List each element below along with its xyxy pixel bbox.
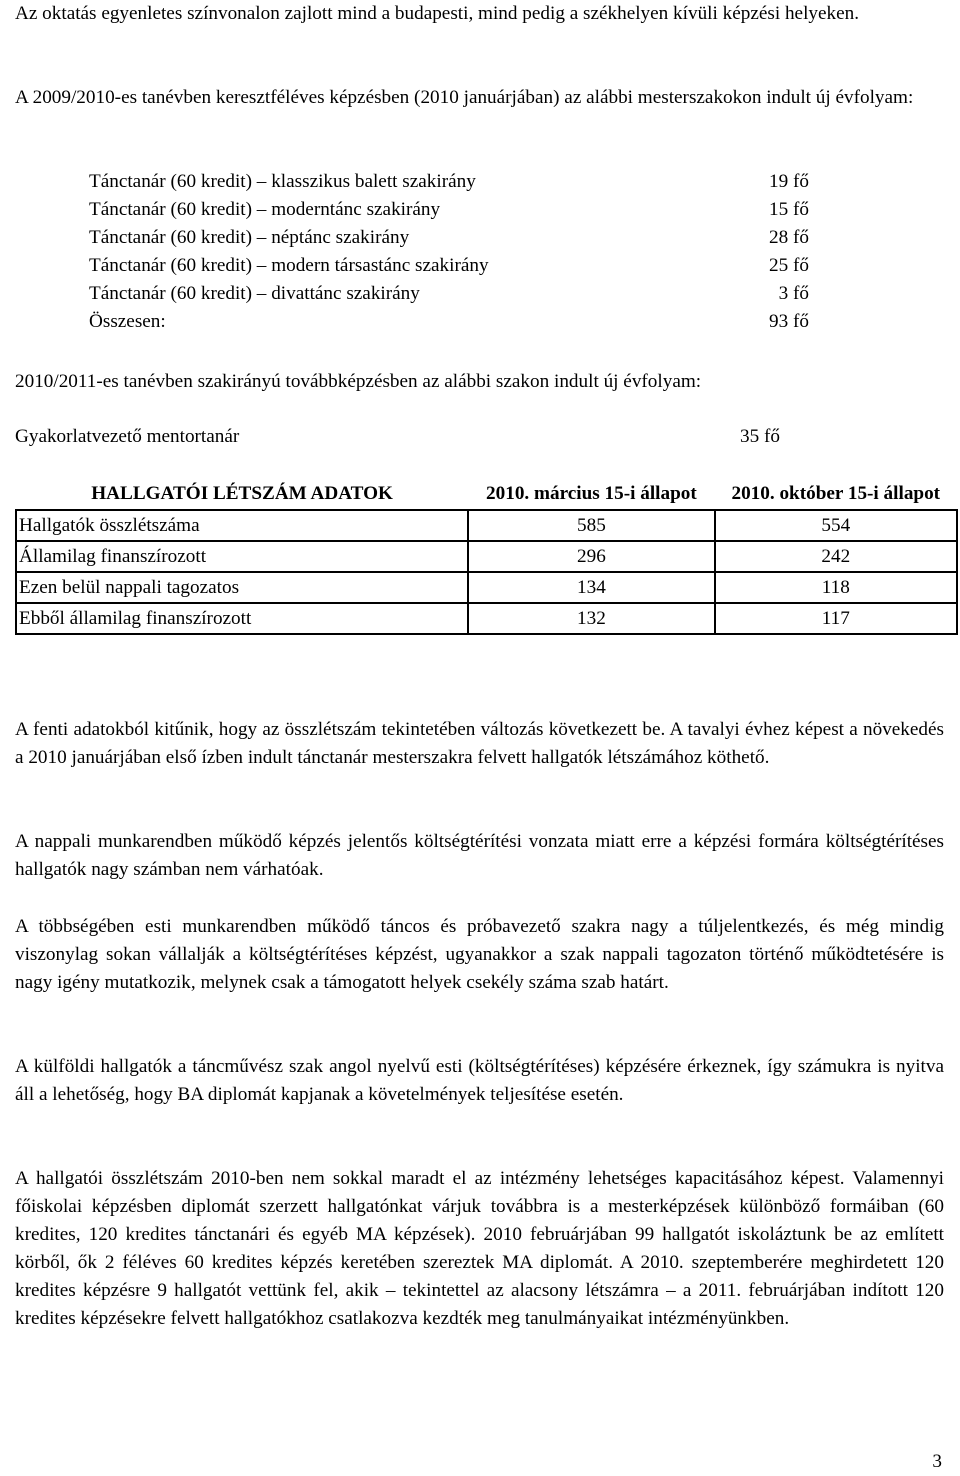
row-label: Ebből államilag finanszírozott <box>16 603 468 634</box>
table-row <box>16 541 957 572</box>
list-item-label: Tánctanár (60 kredit) – moderntánc szakirány <box>89 199 441 220</box>
body-paragraph: A nappali munkarendben működő képzés jelentős költségtérítési vonzata miatt erre a képzési formára költségtérítéses hallgatók nagy számban nem várhatóak. <box>15 831 944 880</box>
list-item <box>89 224 849 252</box>
list-item-count: 15 fő <box>769 199 809 220</box>
list-total-count: 93 fő <box>769 311 809 332</box>
october-value: 242 <box>715 541 957 572</box>
list-item <box>89 196 849 224</box>
list-item-count: 25 fő <box>769 255 809 276</box>
october-value: 554 <box>715 510 957 541</box>
mentor-label: Gyakorlatvezető mentortanár <box>15 426 240 447</box>
list-item-label: Tánctanár (60 kredit) – modern társastánc szakirány <box>89 255 489 276</box>
march-value: 296 <box>468 541 714 572</box>
list-item-label: Tánctanár (60 kredit) – divattánc szakirány <box>89 283 420 304</box>
table-header-row <box>16 478 957 510</box>
list-item-count: 19 fő <box>769 171 809 192</box>
table-row <box>16 572 957 603</box>
body-paragraph: A külföldi hallgatók a táncművész szak angol nyelvű esti (költségtérítéses) képzésére érkeznek, így számukra is nyitva áll a lehetőség, hogy BA diplomát kapjanak a követelmények teljesítése esetén. <box>15 1056 944 1105</box>
body-paragraph: A fenti adatokból kitűnik, hogy az összlétszám tekintetében változás következett be. A tavalyi évhez képest a növekedés a 2010 januárjában első ízben indult tánctanár mesterszakra felvett hallgatók létszámához köthető. <box>15 719 944 768</box>
enrollment-list <box>89 168 849 336</box>
table-row <box>16 510 957 541</box>
continuing-education-text: 2010/2011-es tanévben szakirányú továbbképzésben az alábbi szakon indult új évfolyam: <box>15 371 702 392</box>
body-paragraph: A többségében esti munkarendben működő táncos és próbavezető szakra nagy a túljelentkezés, és még mindig viszonylag sokan vállalják a költségtérítéses képzést, ugyanakkor a szak nappali tagozaton történő működtetésére is nagy igény mutatkozik, melynek csak a támogatott helyek csekély száma szab határt. <box>15 916 944 993</box>
october-value: 118 <box>715 572 957 603</box>
row-label: Hallgatók összlétszáma <box>16 510 468 541</box>
list-item-label: Tánctanár (60 kredit) – néptánc szakirány <box>89 227 410 248</box>
semester-intro-paragraph: A 2009/2010-es tanévben keresztféléves képzésben (2010 januárjában) az alábbi mesterszakokon indult új évfolyam: <box>15 87 914 108</box>
row-label: Ezen belül nappali tagozatos <box>16 572 468 603</box>
list-item <box>89 280 849 308</box>
intro-paragraph: Az oktatás egyenletes színvonalon zajlott mind a budapesti, mind pedig a székhelyen kívüli képzési helyeken. <box>15 3 860 24</box>
list-total-label: Összesen: <box>89 311 166 332</box>
list-total <box>89 308 849 336</box>
table-header: 2010. március 15-i állapot <box>486 483 697 504</box>
march-value: 132 <box>468 603 714 634</box>
row-label: Államilag finanszírozott <box>16 541 468 572</box>
list-item <box>89 168 849 196</box>
october-value: 117 <box>715 603 957 634</box>
list-item-count: 28 fő <box>769 227 809 248</box>
list-item-count: 3 fő <box>778 283 809 304</box>
table-header: HALLGATÓI LÉTSZÁM ADATOK <box>91 483 393 504</box>
list-item-label: Tánctanár (60 kredit) – klasszikus balett szakirány <box>89 171 476 192</box>
table-header: 2010. október 15-i állapot <box>731 483 941 504</box>
list-item <box>89 252 849 280</box>
table-row <box>16 603 957 634</box>
body-paragraph: A hallgatói összlétszám 2010-ben nem sokkal maradt el az intézmény lehetséges kapacitásához képest. Valamennyi főiskolai képzésben diplomát szerzett hallgatónkat várjuk továbbra is a mesterképzések különböző formáiban (60 kredites, 120 kredites tánctanári és egyéb MA képzések). 2010 februárjában 99 hallgatót iskoláztunk be az említett körből, ők 2 féléves 60 kredites képzés keretében szereztek MA diplomát. A 2010. szeptemberére meghirdetett 120 kredites képzésre 9 hallgatót vettünk fel, akik – tekintettel az alacsony létszámra – a 2011. februárjában indított 120 kredites képzésekre felvett hallgatókhoz csatlakozva kezdték meg tanulmányaikat intézményünkben. <box>15 1168 944 1329</box>
march-value: 585 <box>468 510 714 541</box>
mentor-count: 35 fő <box>740 426 780 447</box>
march-value: 134 <box>468 572 714 603</box>
page-number: 3 <box>932 1451 942 1472</box>
student-stats-table <box>15 478 958 635</box>
mentor-row <box>15 423 944 451</box>
